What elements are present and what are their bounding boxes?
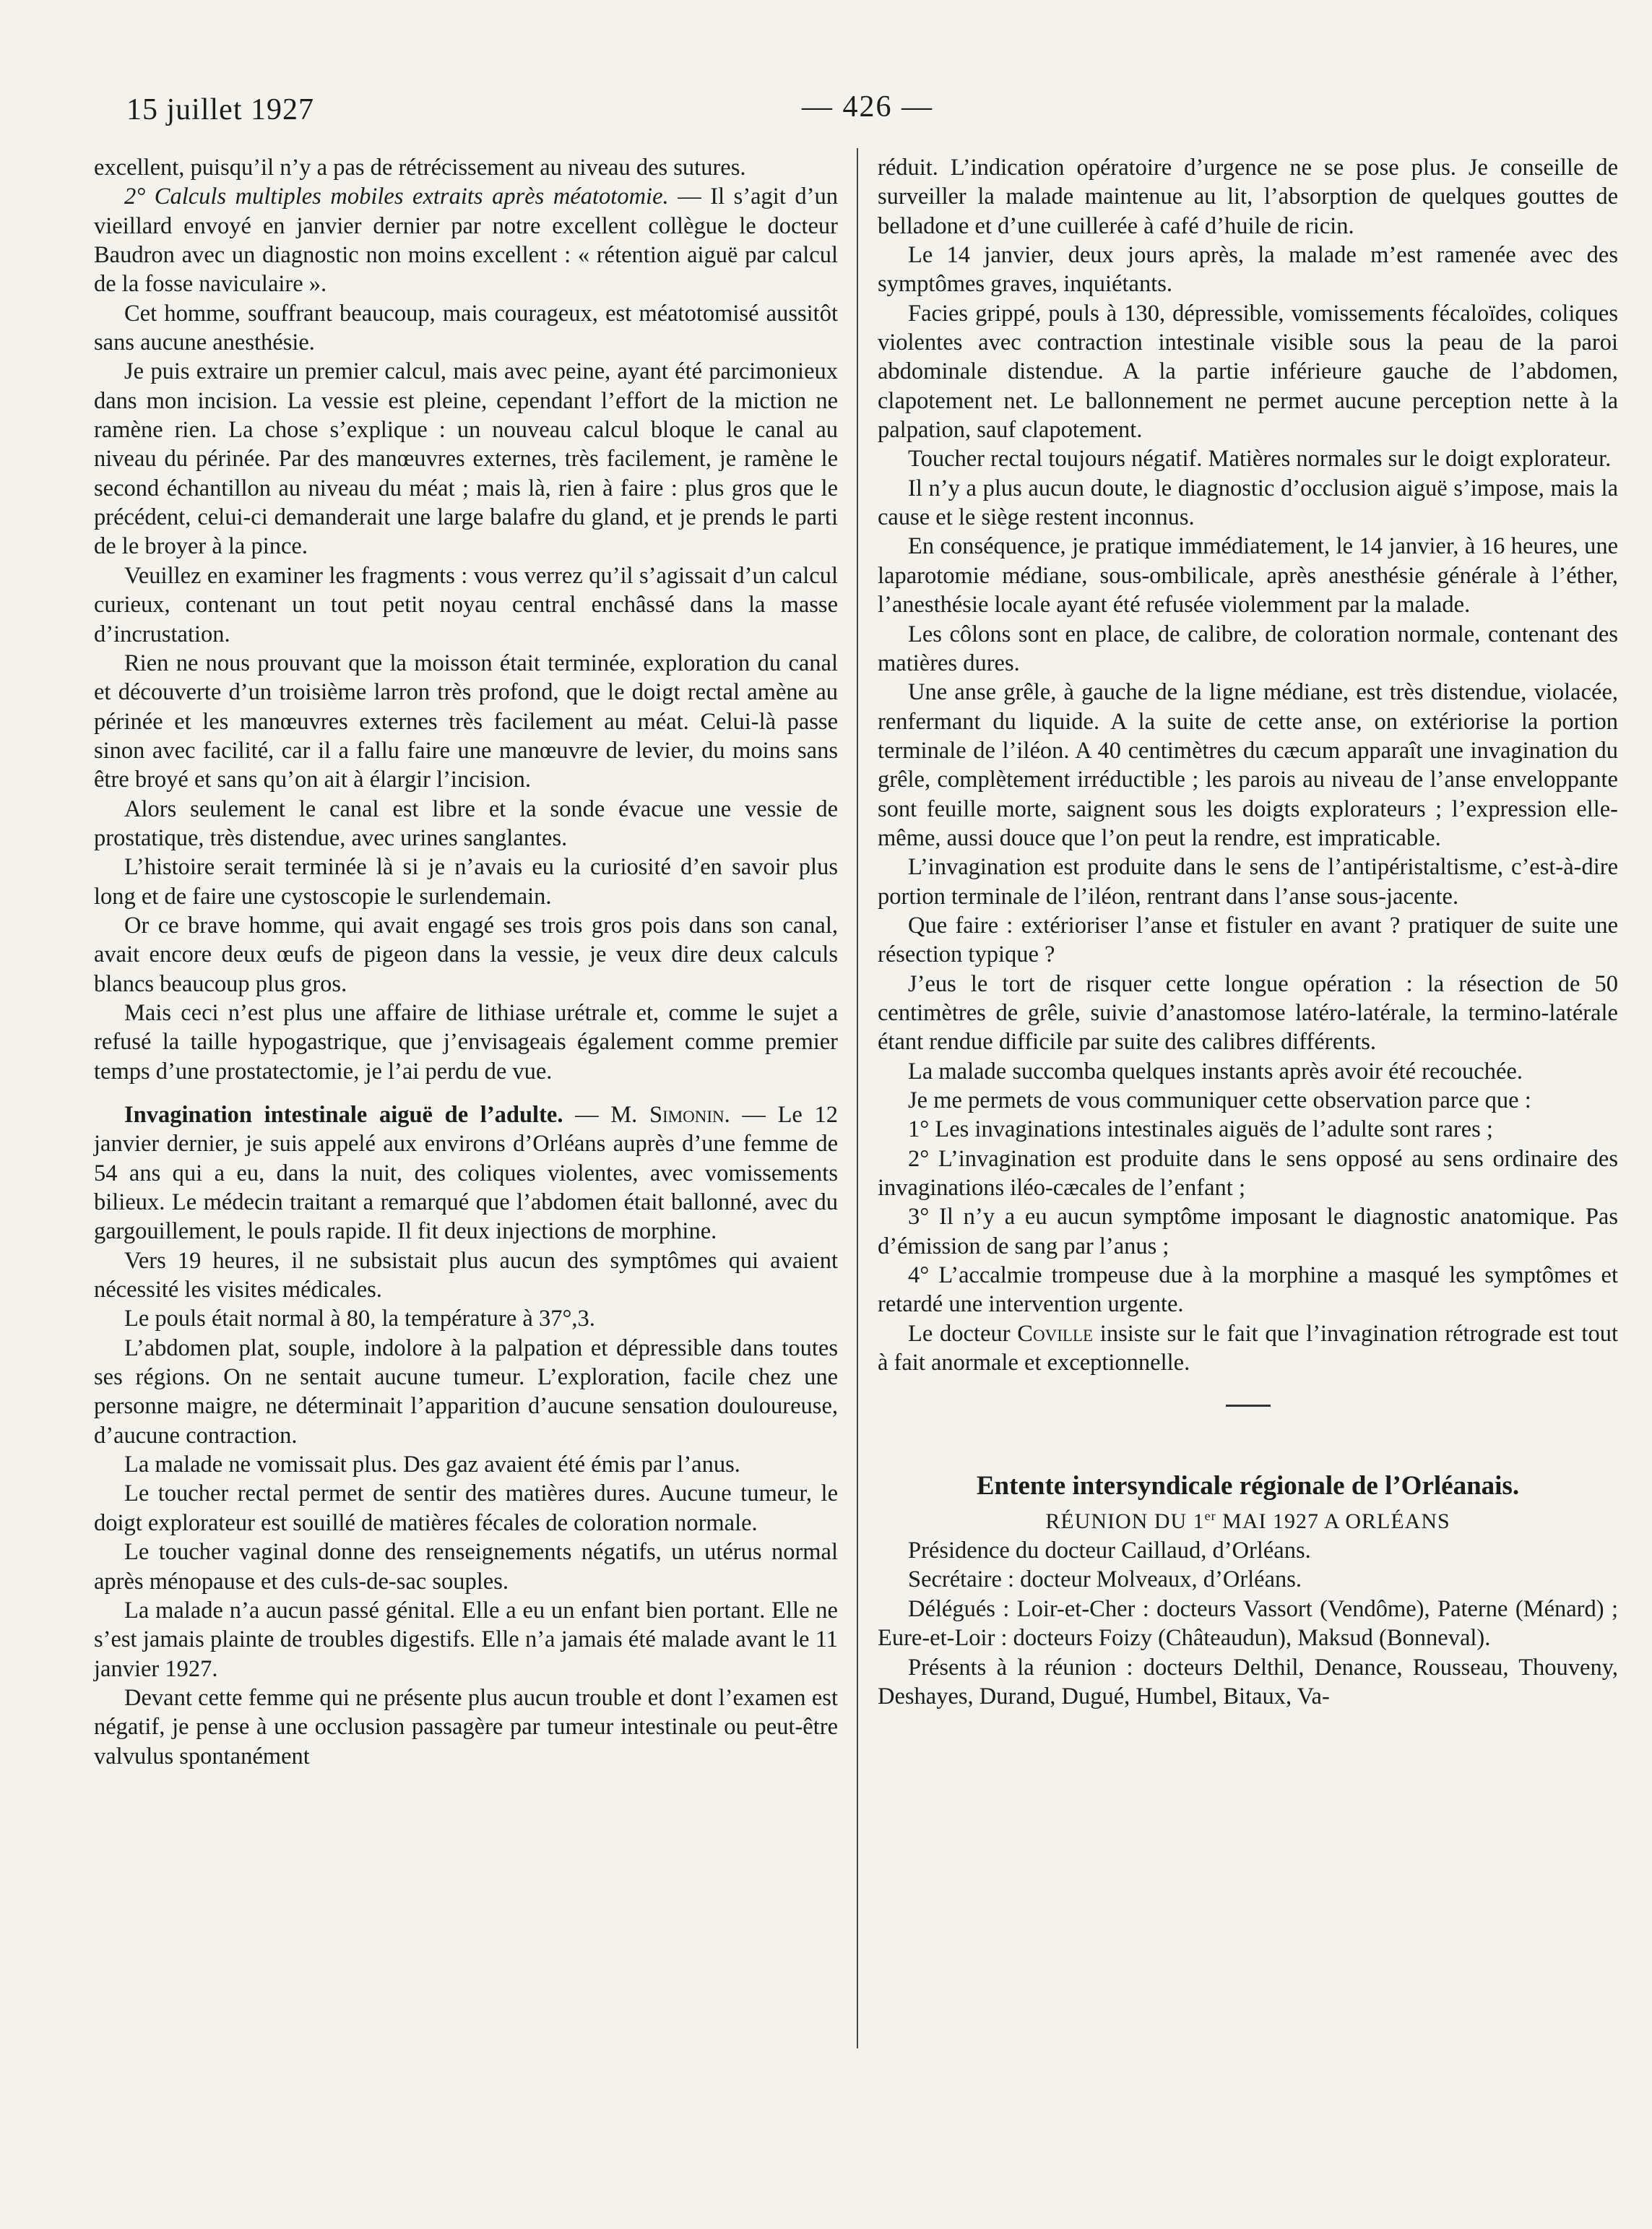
paragraph: Présidence du docteur Caillaud, d’Orléans. <box>908 1538 1311 1564</box>
ordinal-suffix: er <box>1204 1508 1216 1523</box>
paragraph: Le pouls était normal à 80, la température à 37°,3. <box>124 1306 595 1332</box>
paragraph: excellent, puisqu’il n’y a pas de rétrécissement au niveau des sutures. <box>94 155 746 181</box>
paragraph: Devant cette femme qui ne présente plus aucun trouble et dont l’examen est négatif, je pense à une occlusion passagère par tumeur intestinale ou peut-être valvulus spontanément <box>94 1684 838 1769</box>
entente-title: Entente intersyndicale régionale de l’Orléanais. <box>976 1471 1520 1501</box>
paragraph: Je puis extraire un premier calcul, mais avec peine, ayant été parcimonieux dans mon incision. La vessie est pleine, cependant l’effort de la miction ne ramène rien. La chose s’explique : un nouveau calcul bloque le canal au niveau du périnée. Par des manœuvres externes, très facilement, je ramène le second échantillon au niveau du méat ; mais là, rien à faire : plus gros que le précédent, celui-ci demanderait une large balafre du gland, et je prends le parti de le broyer à la pince. <box>94 358 838 560</box>
paragraph-text: — Le 12 janvier dernier, je suis appelé aux environs d’Orléans auprès d’une femme de 54 ans qui a eu, dans la nuit, des coliques violentes, avec vomissements bilieux. Le médecin traitant a remarqué que l’abdomen était ballonné, avec du gargouillement, le pouls rapide. Il fit deux injections de morphine. <box>94 1102 838 1245</box>
paragraph: Le toucher rectal permet de sentir des matières dures. Aucune tumeur, le doigt explorateur est souillé de matières fécales de coloration normale. <box>94 1480 838 1536</box>
issue-date: 15 juillet 1927 <box>126 93 314 126</box>
right-column <box>878 153 1618 1711</box>
meeting-subtitle <box>878 1501 1618 1536</box>
paragraph <box>94 182 838 298</box>
paragraph: Veuillez en examiner les fragments : vous verrez qu’il s’agissait d’un calcul curieux, contenant un tout petit noyau central enchâssé dans la masse d’incrustation. <box>94 562 838 647</box>
paragraph: La malade ne vomissait plus. Des gaz avaient été émis par l’anus. <box>124 1452 740 1478</box>
paragraph <box>878 1319 1618 1378</box>
paragraph: Rien ne nous prouvant que la moisson était terminée, exploration du canal et découverte d’un troisième larron très profond, que le doigt rectal amène au périnée et les manœuvres externes très facilement au méat. Celui-là passe sinon avec facilité, car il a fallu faire une manœuvre de levier, du moins sans être broyé et sans qu’on ait à élargir l’incision. <box>94 650 838 793</box>
subtitle-text: RÉUNION DU 1 <box>1045 1509 1205 1533</box>
paragraph-text: — Il s’agit d’un vieillard envoyé en janvier dernier par notre excellent collègue le docteur Baudron avec un diagnostic non moins excellent : « rétention aiguë par calcul de la fosse naviculaire ». <box>94 184 839 298</box>
paragraph-text: insiste sur le fait que l’invagination rétrograde est tout à fait anormale et exceptionnelle. <box>878 1320 1618 1376</box>
subtitle-text: MAI 1927 A ORLÉANS <box>1216 1509 1450 1533</box>
paragraph: Facies grippé, pouls à 130, dépressible, vomissements fécaloïdes, coliques violentes avec contraction intestinale visible sous la peau de la paroi abdominale distendue. A la partie inférieure gauche de l’abdomen, clapotement net. Le ballonnement ne permet aucune perception nette à la palpation, sauf clapotement. <box>878 300 1618 444</box>
paragraph: Toucher rectal toujours négatif. Matières normales sur le doigt explorateur. <box>908 446 1612 473</box>
paragraph: Secrétaire : docteur Molveaux, d’Orléans. <box>908 1566 1302 1593</box>
paragraph: Délégués : Loir-et-Cher : docteurs Vassort (Vendôme), Paterne (Ménard) ; Eure-et-Loir : docteurs Foizy (Châteaudun), Maksud (Bonneval). <box>878 1595 1618 1652</box>
section-divider <box>1226 1405 1271 1407</box>
spacer <box>94 1086 838 1100</box>
paragraph: L’histoire serait terminée là si je n’avais eu la curiosité d’en savoir plus long et de faire une cystoscopie le surlendemain. <box>94 854 838 910</box>
person-name: Coville <box>1017 1320 1094 1347</box>
left-column <box>94 153 838 1771</box>
column-divider <box>857 148 858 2048</box>
paragraph: J’eus le tort de risquer cette longue opération : la résection de 50 centimètres de grêle, suivie d’anastomose latéro-latérale, la termino-latérale étant rendue difficile par suite des calibres différents. <box>878 970 1618 1056</box>
paragraph: La malade succomba quelques instants après avoir été recouchée. <box>908 1058 1523 1085</box>
list-item: 3° Il n’y a eu aucun symptôme imposant le diagnostic anatomique. Pas d’émission de sang par l’anus ; <box>878 1204 1618 1259</box>
paragraph: Présents à la réunion : docteurs Delthil, Denance, Rousseau, Thouveny, Deshayes, Durand, Dugué, Humbel, Bitaux, Va- <box>878 1654 1618 1710</box>
paragraph: Vers 19 heures, il ne subsistait plus aucun des symptômes qui avaient nécessité les visites médicales. <box>94 1247 838 1303</box>
paragraph: Les côlons sont en place, de calibre, de coloration normale, contenant des matières dures. <box>878 621 1618 676</box>
paragraph: Or ce brave homme, qui avait engagé ses trois gros pois dans son canal, avait encore deux œufs de pigeon dans la vessie, je veux dire deux calculs blancs beaucoup plus gros. <box>94 912 838 997</box>
section-paragraph <box>94 1100 838 1246</box>
paragraph: L’abdomen plat, souple, indolore à la palpation et dépressible dans toutes ses régions. On ne sentait aucune tumeur. L’exploration, facile chez une personne maigre, ne déterminait l’apparition d’aucune sensation douloureuse, d’aucune contraction. <box>94 1335 838 1449</box>
list-item: 1° Les invaginations intestinales aiguës de l’adulte sont rares ; <box>908 1116 1493 1143</box>
page-number: — 426 — <box>802 90 933 124</box>
paragraph: réduit. L’indication opératoire d’urgence ne se pose plus. Je conseille de surveiller la malade maintenue au lit, l’absorption de quelques gouttes de belladone et d’une cuillerée à café d’huile de ricin. <box>878 155 1618 239</box>
paragraph: Je me permets de vous communiquer cette observation parce que : <box>908 1087 1531 1113</box>
paragraph: Mais ceci n’est plus une affaire de lithiase urétrale et, comme le sujet a refusé la taille hypogastrique, que j’envisageais également comme premier temps d’une prostatectomie, je l’ai perdu de vue. <box>94 999 838 1085</box>
paragraph: Il n’y a plus aucun doute, le diagnostic d’occlusion aiguë s’impose, mais la cause et le siège restent inconnus. <box>878 475 1618 531</box>
paragraph: Alors seulement le canal est libre et la sonde évacue une vessie de prostatique, très distendue, avec urines sanglantes. <box>94 796 838 851</box>
paragraph: Une anse grêle, à gauche de la ligne médiane, est très distendue, violacée, renfermant du liquide. A la suite de cette anse, on extériorise la portion terminale de l’iléon. A 40 centimètres du cæcum apparaît une invagination du grêle, complètement irréductible ; les parois au niveau de l’anse enveloppante sont feuille morte, saignent sous les doigts explorateurs ; l’expression elle-même, aussi douce que l’on peut la rendre, est impraticable. <box>878 679 1618 851</box>
paragraph: Le toucher vaginal donne des renseignements négatifs, un utérus normal après ménopause et des culs-de-sac souples. <box>94 1539 838 1595</box>
paragraph: En conséquence, je pratique immédiatement, le 14 janvier, à 16 heures, une laparotomie médiane, sous-ombilicale, après anesthésie générale à l’éther, l’anesthésie locale ayant été refusée violemment par la malade. <box>878 533 1618 618</box>
paragraph: La malade n’a aucun passé génital. Elle a eu un enfant bien portant. Elle ne s’est jamais plainte de troubles digestifs. Elle n’a jamais été malade avant le 11 janvier 1927. <box>94 1597 838 1682</box>
paragraph: Que faire : extérioriser l’anse et fistuler en avant ? pratiquer de suite une résection typique ? <box>878 912 1618 968</box>
paragraph-text: Le docteur <box>908 1320 1018 1347</box>
section-author: — M. Simonin. <box>563 1102 730 1128</box>
paragraph: Cet homme, souffrant beaucoup, mais courageux, est méatotomisé aussitôt sans aucune anesthésie. <box>94 300 838 356</box>
section-title: Invagination intestinale aiguë de l’adulte. <box>124 1102 563 1128</box>
list-item: 2° L’invagination est produite dans le sens opposé au sens ordinaire des invaginations iléo-cæcales de l’enfant ; <box>878 1145 1618 1202</box>
case-title: 2° Calculs multiples mobiles extraits après méatotomie. <box>124 184 669 210</box>
paragraph: L’invagination est produite dans le sens de l’antipéristaltisme, c’est-à-dire portion terminale de l’iléon, rentrant dans l’anse sous-jacente. <box>878 854 1618 910</box>
list-item: 4° L’accalmie trompeuse due à la morphine a masqué les symptômes et retardé une intervention urgente. <box>878 1262 1618 1318</box>
paragraph: Le 14 janvier, deux jours après, la malade m’est ramenée avec des symptômes graves, inquiétants. <box>878 242 1618 298</box>
